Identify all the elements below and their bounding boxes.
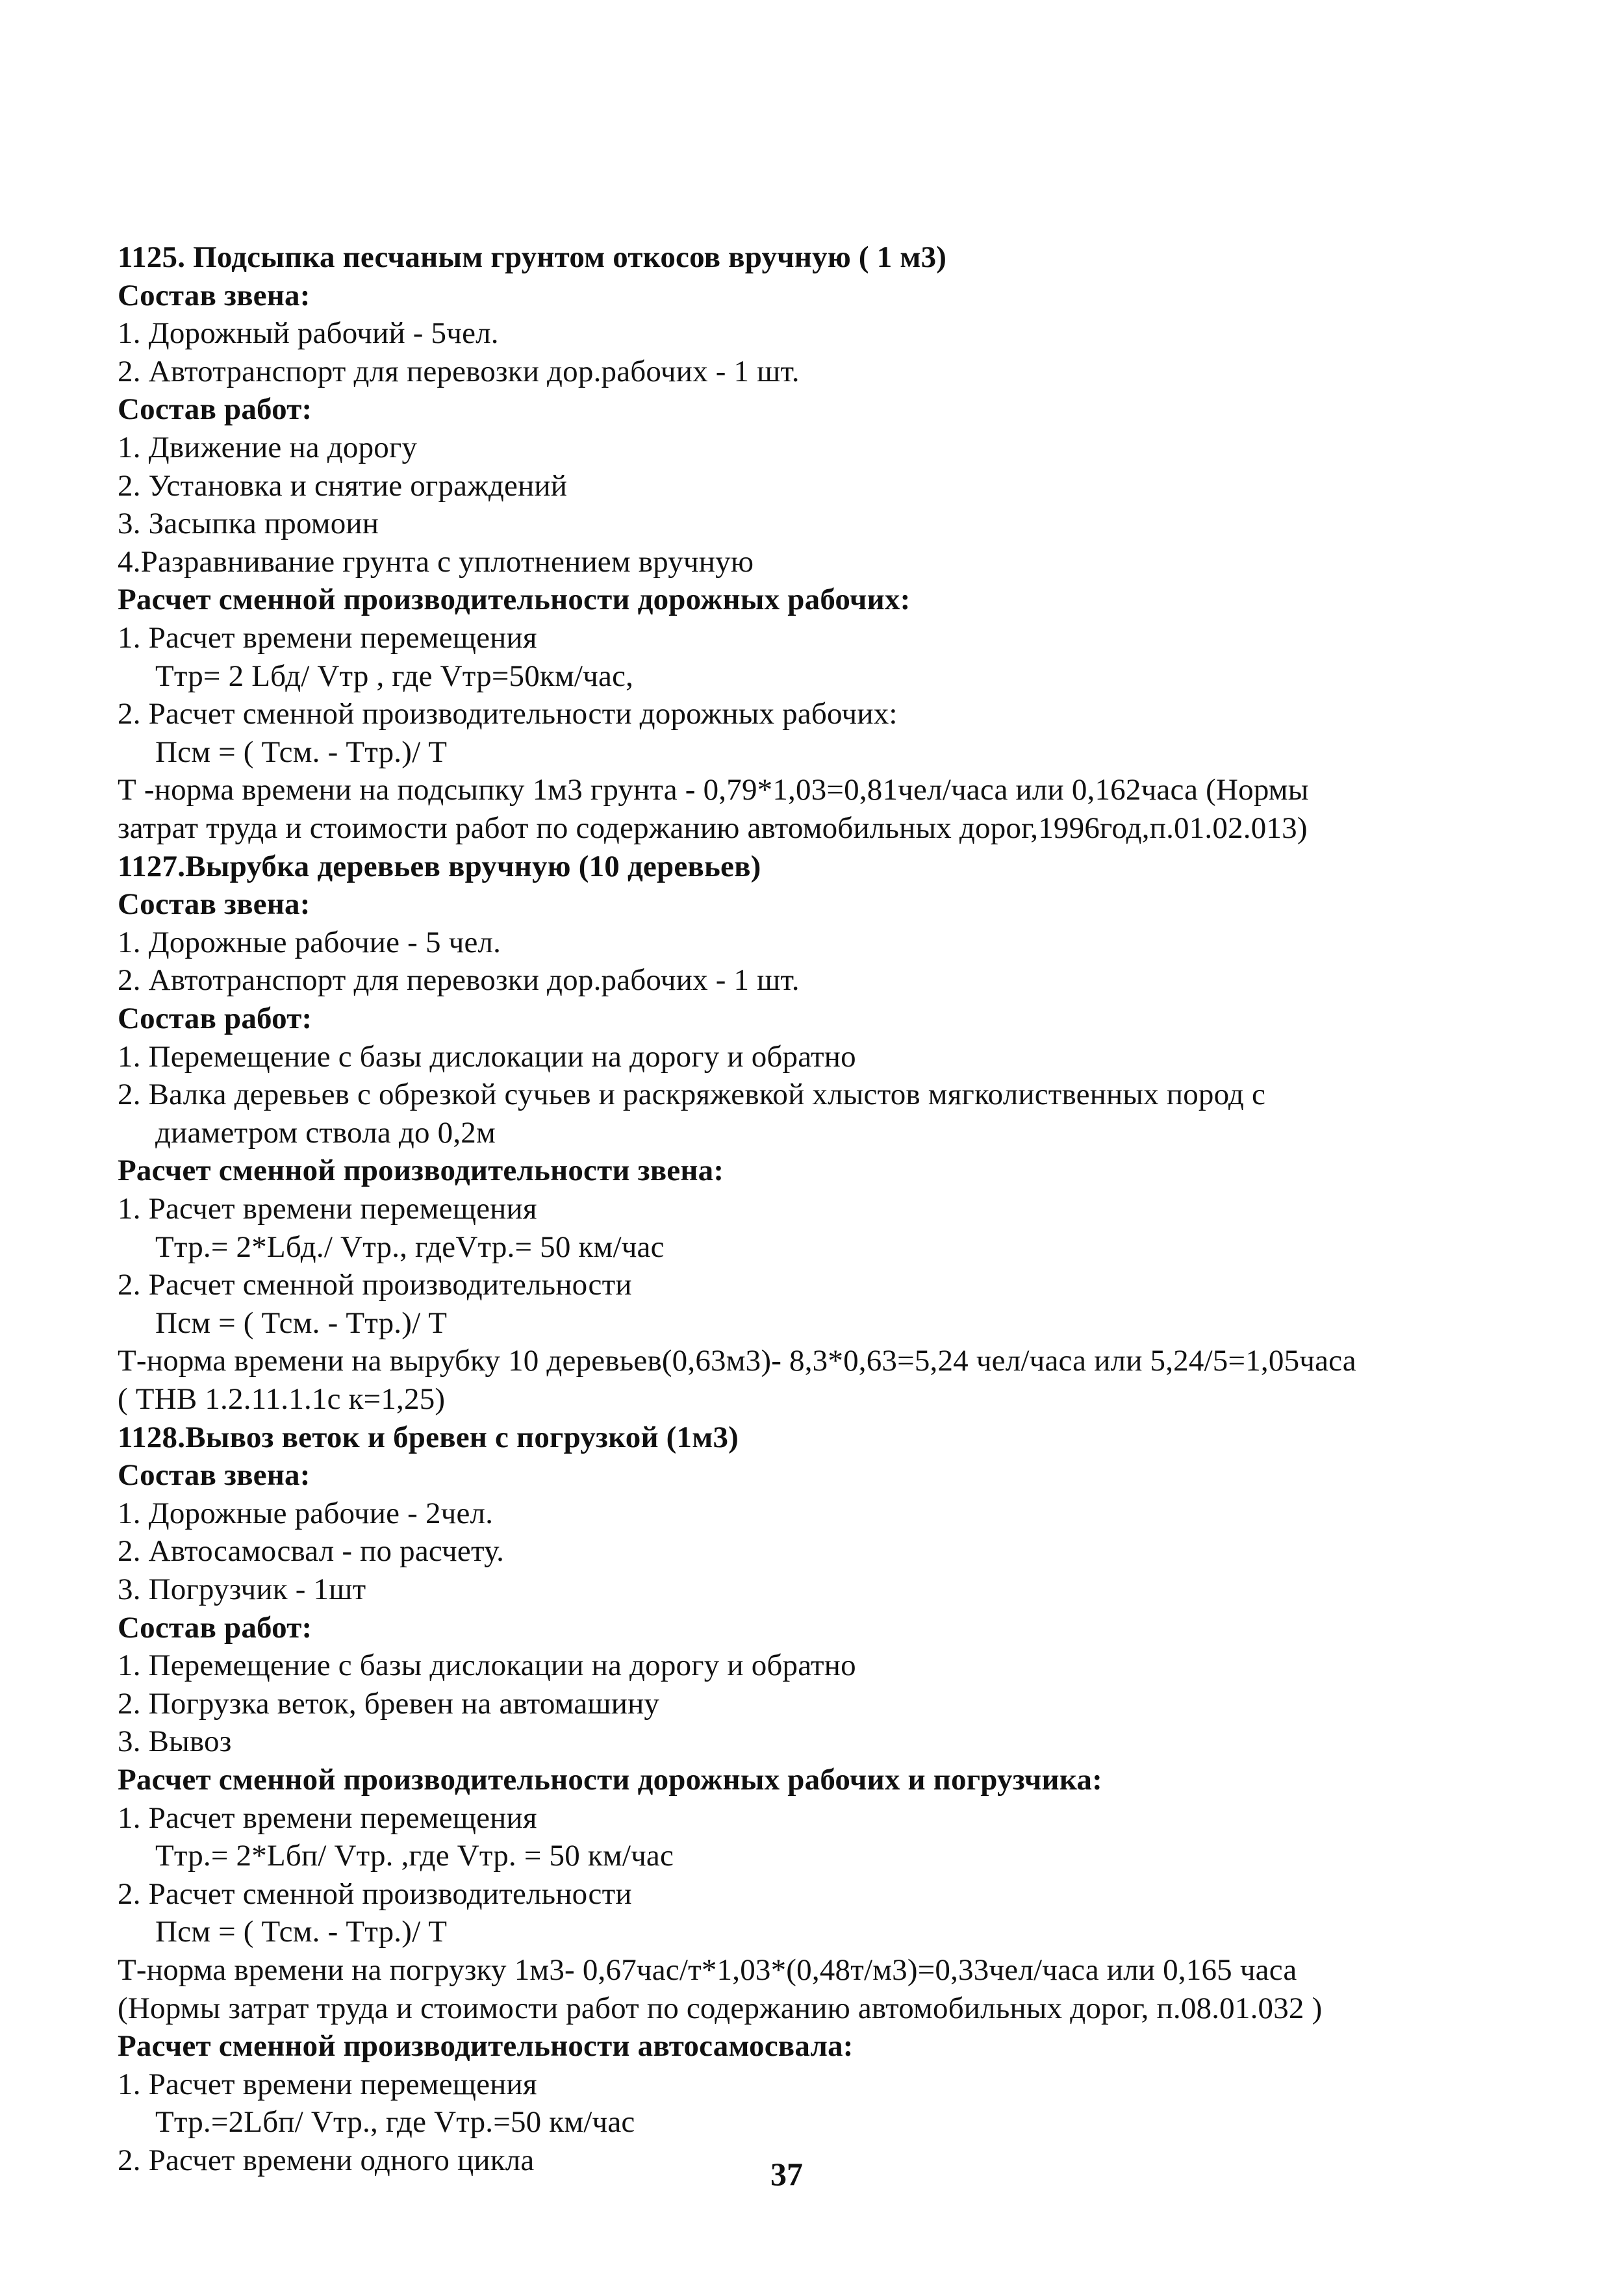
text-line: 2. Расчет сменной производительности дорожных рабочих:: [118, 697, 898, 731]
section-heading: Расчет сменной производительности звена:: [118, 1154, 724, 1188]
text-line: 3. Погрузчик - 1шт: [118, 1573, 366, 1606]
text-line: 2. Расчет сменной производительности: [118, 1268, 632, 1302]
text-line: Псм = ( Тсм. - Ттр.)/ Т: [155, 1306, 448, 1340]
section-heading: Состав работ:: [118, 1610, 312, 1645]
text-line: 1. Движение на дорогу: [118, 431, 418, 464]
section-heading: 1128.Вывоз веток и бревен с погрузкой (1м3): [118, 1420, 739, 1454]
text-line: 3. Засыпка промоин: [118, 507, 379, 541]
text-line: затрат труда и стоимости работ по содержанию автомобильных дорог,1996год,п.01.02.013): [118, 811, 1308, 845]
text-line: Т-норма времени на погрузку 1м3- 0,67час/т*1,03*(0,48т/м3)=0,33чел/часа или 0,165 часа: [118, 1953, 1297, 1987]
text-line: 1. Расчет времени перемещения: [118, 1801, 537, 1835]
page-number: 37: [770, 2156, 803, 2192]
text-line: Т-норма времени на вырубку 10 деревьев(0,63м3)- 8,3*0,63=5,24 чел/часа или 5,24/5=1,05часа: [118, 1344, 1356, 1378]
text-line: 1. Дорожный рабочий - 5чел.: [118, 316, 499, 351]
text-line: 1. Расчет времени перемещения: [118, 621, 537, 655]
text-line: 2. Расчет сменной производительности: [118, 1876, 632, 1911]
text-line: 2. Расчет времени одного цикла: [118, 2143, 535, 2177]
text-line: 2. Валка деревьев с обрезкой сучьев и раскряжевкой хлыстов мягколиственных пород с: [118, 1078, 1266, 1112]
section-heading: 1127.Вырубка деревьев вручную (10 деревьев): [118, 849, 761, 883]
text-line: Ттр= 2 Lбд/ Vтр , где Vтр=50км/час,: [155, 659, 634, 693]
section-heading: Расчет сменной производительности автосамосвала:: [118, 2029, 854, 2064]
text-line: 2. Автотранспорт для перевозки дор.рабочих - 1 шт.: [118, 963, 800, 998]
text-line: Псм = ( Тсм. - Ттр.)/ Т: [155, 735, 448, 769]
text-line: 2. Автосамосвал - по расчету.: [118, 1534, 505, 1569]
section-heading: Состав работ:: [118, 1002, 312, 1035]
section-heading: Состав звена:: [118, 887, 311, 922]
text-line: (Нормы затрат труда и стоимости работ по содержанию автомобильных дорог, п.08.01.032 ): [118, 1991, 1323, 2025]
text-line: 4.Разравнивание грунта с уплотнением вручную: [118, 544, 754, 579]
text-line: 2. Установка и снятие ограждений: [118, 468, 568, 503]
text-line: Псм = ( Тсм. - Ттр.)/ Т: [155, 1915, 448, 1949]
section-heading: Расчет сменной производительности дорожных рабочих и погрузчика:: [118, 1763, 1102, 1797]
section-heading: Расчет сменной производительности дорожных рабочих:: [118, 583, 911, 617]
section-heading: Состав работ:: [118, 392, 312, 427]
text-line: 1. Дорожные рабочие - 2чел.: [118, 1496, 494, 1530]
text-line: 1. Расчет времени перемещения: [118, 1192, 537, 1226]
section-heading: Состав звена:: [118, 1458, 311, 1493]
section-heading: Состав звена:: [118, 278, 311, 312]
text-line: 1. Перемещение с базы дислокации на дорогу и обратно: [118, 1649, 856, 1683]
text-line: 1. Расчет времени перемещения: [118, 2067, 537, 2101]
text-line: Ттр.= 2*Lбп/ Vтр. ,где Vтр. = 50 км/час: [155, 1839, 674, 1873]
text-line: Ттр.= 2*Lбд./ Vтр., гдеVтр.= 50 км/час: [155, 1230, 665, 1264]
section-heading: 1125. Подсыпка песчаным грунтом откосов вручную ( 1 м3): [118, 240, 947, 274]
text-line: 3. Вывоз: [118, 1725, 232, 1759]
text-line: диаметром ствола до 0,2м: [155, 1115, 496, 1150]
text-line: 2. Автотранспорт для перевозки дор.рабочих - 1 шт.: [118, 354, 800, 388]
text-line: 1. Перемещение с базы дислокации на дорогу и обратно: [118, 1039, 856, 1074]
text-line: ( ТНВ 1.2.11.1.1с к=1,25): [118, 1382, 446, 1416]
text-line: 2. Погрузка веток, бревен на автомашину: [118, 1686, 660, 1721]
text-line: 1. Дорожные рабочие - 5 чел.: [118, 925, 501, 959]
text-line: Ттр.=2Lбп/ Vтр., где Vтр.=50 км/час: [155, 2105, 635, 2140]
text-line: Т -норма времени на подсыпку 1м3 грунта - 0,79*1,03=0,81чел/часа или 0,162часа (Нормы: [118, 773, 1309, 807]
